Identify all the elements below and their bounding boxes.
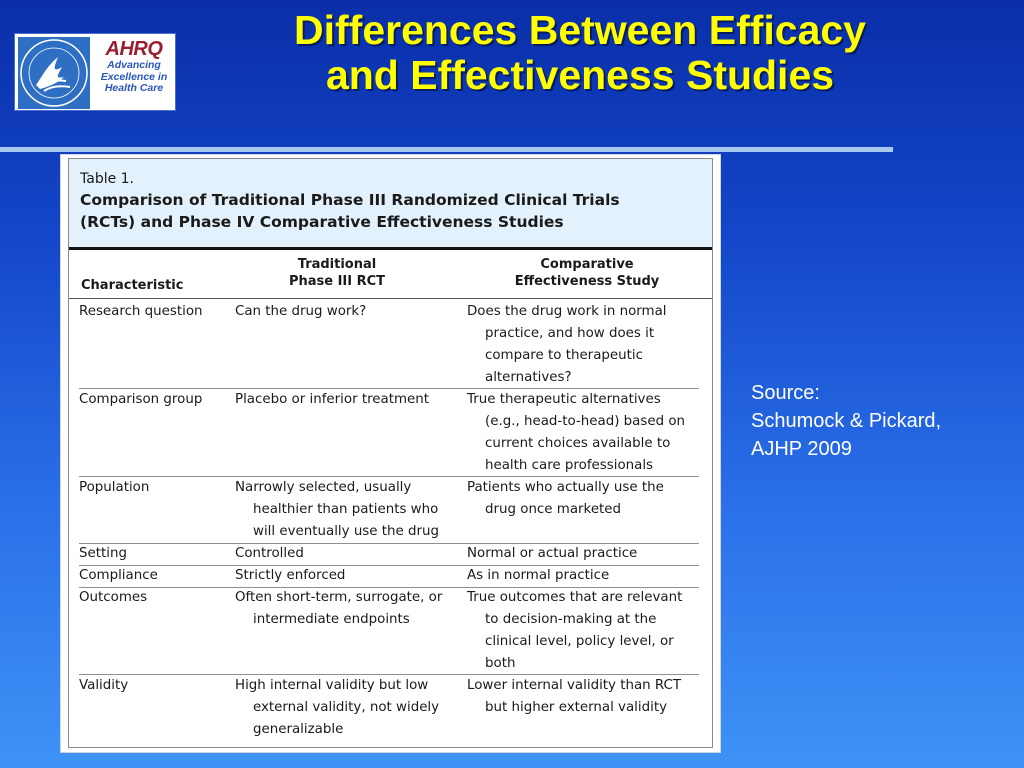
ahrq-hhs-logo [14,33,176,111]
table-label: Table 1. [80,171,135,187]
row-outcomes-traditional: Often short-term, surrogate, or intermediate endpoints [235,590,443,627]
row-validity-traditional: High internal validity but low external validity, not widely generalizable [235,678,440,737]
row-population-characteristic: Population [79,480,150,495]
caption-divider [69,247,712,250]
header-traditional-line-2: Phase III RCT [288,274,386,289]
row-compliance-traditional: Strictly enforced [235,568,346,583]
row-validity-characteristic: Validity [79,678,129,693]
ahrq-tagline-2: Excellence in [100,70,168,83]
row-outcomes-comparative: True outcomes that are relevant to decision-making at the clinical level, policy level, or both [467,590,683,671]
header-divider [69,298,712,299]
header-comparative-line-2: Effectiveness Study [514,274,660,289]
source-journal: AJHP 2009 [751,438,852,460]
header-comparative [467,256,707,290]
row-research-question-characteristic: Research question [79,304,203,319]
hhs-eagle-seal-icon [18,37,90,109]
table-caption [69,159,712,247]
title-divider [0,147,893,152]
row-setting-characteristic: Setting [79,546,127,561]
ahrq-wordmark [95,38,173,108]
row-population-comparative: Patients who actually use the drug once marketed [467,480,664,517]
row-setting-comparative: Normal or actual practice [467,546,638,561]
row-comparison-group-comparative: True therapeutic alternatives (e.g., head-to-head) based on current choices available to health care professionals [467,392,686,473]
ahrq-mark: AHRQ [105,38,163,60]
table-figure [60,154,721,753]
row-research-question-comparative: Does the drug work in normal practice, and how does it compare to therapeutic alternatives? [467,304,667,385]
table-frame [68,158,713,748]
row-population-traditional: Narrowly selected, usually healthier than patients who will eventually use the drug [235,480,440,539]
source-note [751,379,1016,463]
source-label: Source: [751,382,820,404]
row-comparison-group-traditional: Placebo or inferior treatment [235,392,430,407]
source-authors: Schumock & Pickard, [751,410,942,432]
row-comparison-group-characteristic: Comparison group [79,392,203,407]
ahrq-tagline-1: Advancing [107,59,161,71]
header-traditional [237,256,437,290]
row-validity-comparative: Lower internal validity than RCT but higher external validity [467,678,682,715]
row-research-question-traditional: Can the drug work? [235,304,367,319]
row-compliance-comparative: As in normal practice [467,568,610,583]
row-outcomes-characteristic: Outcomes [79,590,148,605]
table-title-line-1: Comparison of Traditional Phase III Randomized Clinical Trials [80,191,620,209]
header-characteristic: Characteristic [81,278,184,293]
row-compliance-characteristic: Compliance [79,568,158,583]
slide-title [200,8,960,98]
header-comparative-line-1: Comparative [540,257,634,272]
table-title-line-2: (RCTs) and Phase IV Comparative Effectiveness Studies [80,213,564,231]
header-traditional-line-1: Traditional [297,257,377,272]
ahrq-tagline-3: Health Care [104,82,164,94]
slide-title-line-1: Differences Between Efficacy [294,7,866,53]
row-setting-traditional: Controlled [235,546,304,561]
slide-title-line-2: and Effectiveness Studies [325,52,835,98]
